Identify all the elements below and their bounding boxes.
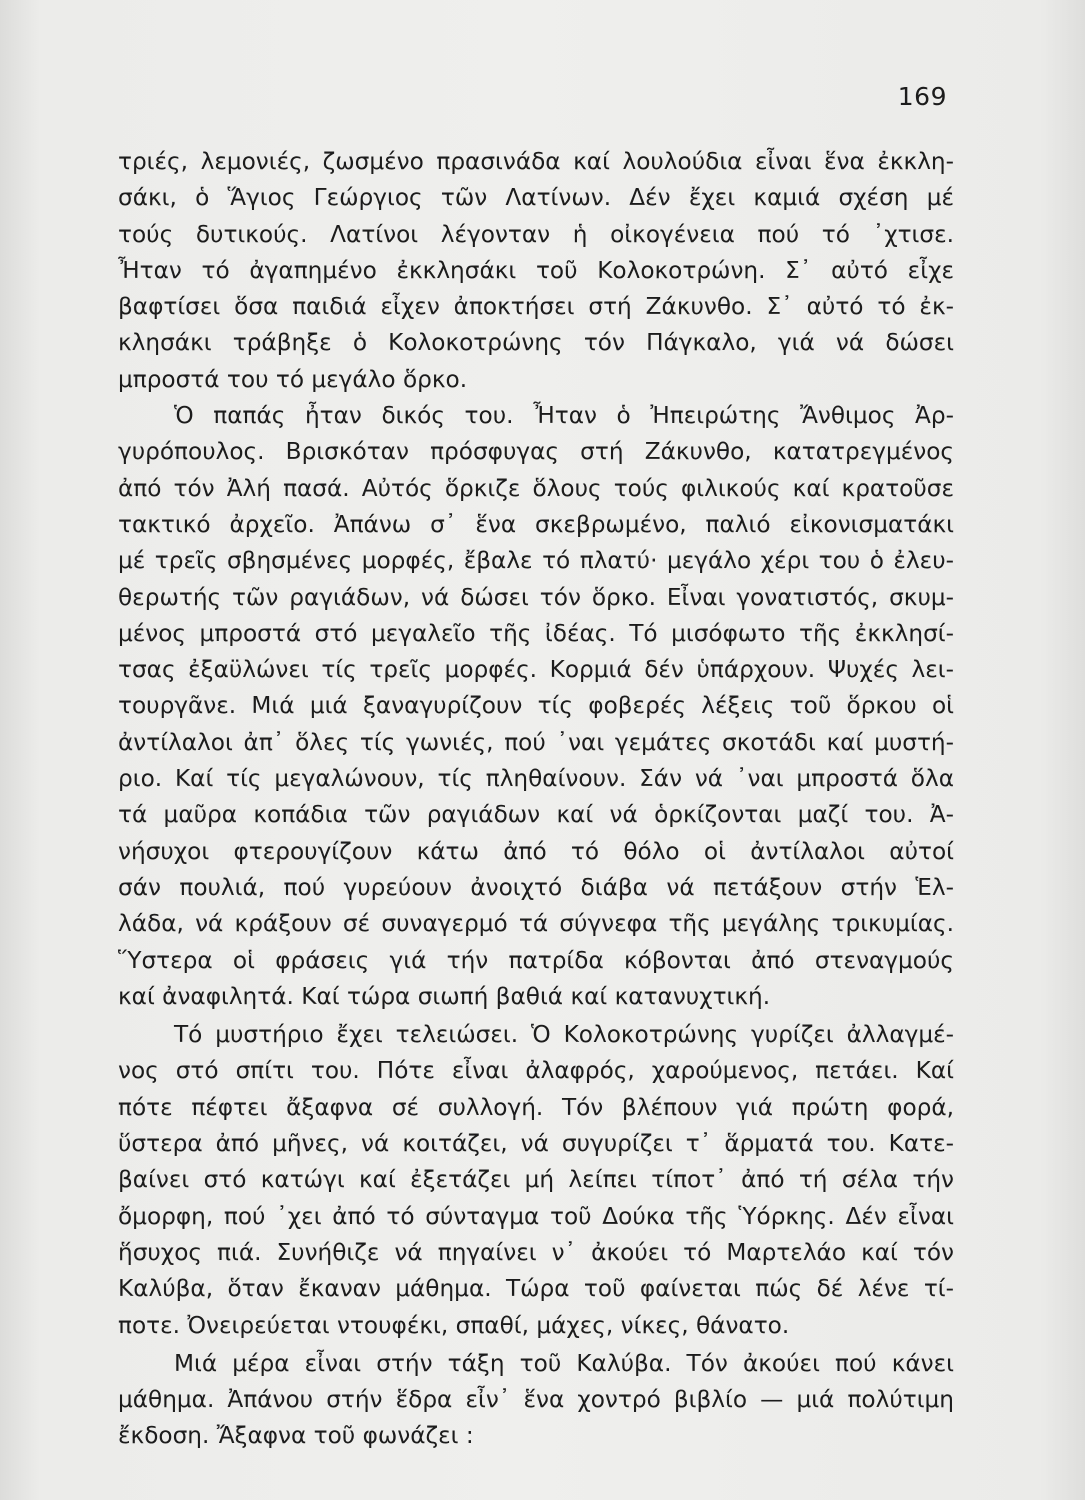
body-text <box>118 144 954 1455</box>
text-line: τριές, λεμονιές, ζωσμένο πρασινάδα καί λουλούδια εἶναι ἕνα ἐκκλη- <box>118 148 954 175</box>
text-line: ποτε. Ὀνειρεύεται ντουφέκι, σπαθί, μάχες, νίκες, θάνατο. <box>118 1311 790 1339</box>
text-line: μέ τρεῖς σβησμένες μορφές, ἔβαλε τό πλατύ· μεγάλο χέρι του ὁ ἐλευ- <box>118 547 954 575</box>
text-line: τουργᾶνε. Μιά μιά ξαναγυρίζουν τίς φοβερές λέξεις τοῦ ὅρκου οἱ <box>118 692 954 720</box>
text-line: γυρόπουλος. Βρισκόταν πρόσφυγας στή Ζάκυνθο, κατατρεγμένος <box>118 438 954 466</box>
text-line: λάδα, νά κράξουν σέ συναγερμό τά σύγνεφα τῆς μεγάλης τρικυμίας. <box>118 910 954 938</box>
text-line: μάθημα. Ἀπάνου στήν ἕδρα εἶν᾽ ἕνα χοντρό βιβλίο — μιά πολύτιμη <box>118 1386 954 1414</box>
text-line: Ὁ παπάς ἦταν δικός του. Ἦταν ὁ Ἠπειρώτης Ἄνθιμος Ἀρ- <box>174 402 954 430</box>
text-line: ριο. Καί τίς μεγαλώνουν, τίς πληθαίνουν. Σάν νά ᾽ναι μπροστά ὅλα <box>118 765 954 793</box>
text-line: νος στό σπίτι του. Πότε εἶναι ἀλαφρός, χαρούμενος, πετάει. Καί <box>118 1057 954 1085</box>
text-line: Καλύβα, ὅταν ἔκαναν μάθημα. Τώρα τοῦ φαίνεται πώς δέ λένε τί- <box>118 1275 954 1303</box>
text-line: βαίνει στό κατώγι καί ἐξετάζει μή λείπει τίποτ᾽ ἀπό τή σέλα τήν <box>118 1166 954 1194</box>
text-line: θερωτής τῶν ραγιάδων, νά δώσει τόν ὅρκο. Εἶναι γονατιστός, σκυμ- <box>118 583 954 611</box>
text-line: μπροστά του τό μεγάλο ὅρκο. <box>118 365 468 393</box>
text-line: τσας ἐξαϋλώνει τίς τρεῖς μορφές. Κορμιά δέν ὑπάρχουν. Ψυχές λει- <box>118 656 954 684</box>
text-line: Ὕστερα οἱ φράσεις γιά τήν πατρίδα κόβονται ἀπό στεναγμούς <box>118 946 954 974</box>
text-line: ἀπό τόν Ἀλή πασά. Αὐτός ὅρκιζε ὅλους τούς φιλικούς καί κρατοῦσε <box>118 474 954 502</box>
text-line: ἥσυχος πιά. Συνήθιζε νά πηγαίνει ν᾽ ἀκούει τό Μαρτελάο καί τόν <box>118 1238 954 1266</box>
text-line: μένος μπροστά στό μεγαλεῖο τῆς ἰδέας. Τό μισόφωτο τῆς ἐκκλησί- <box>118 619 954 647</box>
text-line: τούς δυτικούς. Λατίνοι λέγονταν ἡ οἰκογένεια πού τό ᾽χτισε. <box>118 220 954 248</box>
text-line: πότε πέφτει ἄξαφνα σέ συλλογή. Τόν βλέπουν γιά πρώτη φορά, <box>118 1093 954 1121</box>
text-line: καί ἀναφιλητά. Καί τώρα σιωπή βαθιά καί κατανυχτική. <box>118 982 771 1010</box>
text-line: νήσυχοι φτερουγίζουν κάτω ἀπό τό θόλο οἱ ἀντίλαλοι αὐτοί <box>118 837 954 865</box>
text-line: τά μαῦρα κοπάδια τῶν ραγιάδων καί νά ὁρκίζονται μαζί του. Ἀ- <box>118 801 954 829</box>
text-line: Μιά μέρα εἶναι στήν τάξη τοῦ Καλύβα. Τόν ἀκούει πού κάνει <box>174 1349 954 1377</box>
text-line: ἀντίλαλοι ἀπ᾽ ὅλες τίς γωνιές, πού ᾽ναι γεμάτες σκοτάδι καί μυστή- <box>118 728 954 756</box>
text-line: κλησάκι τράβηξε ὁ Κολοκοτρώνης τόν Πάγκαλο, γιά νά δώσει <box>118 329 954 357</box>
page-number: 169 <box>897 82 947 111</box>
text-line: βαφτίσει ὅσα παιδιά εἶχεν ἀποκτήσει στή Ζάκυνθο. Σ᾽ αὐτό τό ἐκ- <box>118 293 954 321</box>
text-line: Τό μυστήριο ἔχει τελειώσει. Ὁ Κολοκοτρώνης γυρίζει ἀλλαγμέ- <box>174 1021 954 1049</box>
text-line: ὄμορφη, πού ᾽χει ἀπό τό σύνταγμα τοῦ Δούκα τῆς Ὑόρκης. Δέν εἶναι <box>118 1202 954 1230</box>
text-line: σάν πουλιά, πού γυρεύουν ἀνοιχτό διάβα νά πετάξουν στήν Ἑλ- <box>118 873 954 901</box>
text-line: Ἦταν τό ἀγαπημένο ἐκκλησάκι τοῦ Κολοκοτρώνη. Σ᾽ αὐτό εἶχε <box>118 256 954 284</box>
text-line: τακτικό ἀρχεῖο. Ἀπάνω σ᾽ ἕνα σκεβρωμένο, παλιό εἰκονισματάκι <box>118 510 954 538</box>
text-line: ἔκδοση. Ἄξαφνα τοῦ φωνάζει : <box>118 1422 474 1450</box>
text-line: ὕστερα ἀπό μῆνες, νά κοιτάζει, νά συγυρίζει τ᾽ ἅρματά του. Κατε- <box>118 1130 954 1158</box>
text-line: σάκι, ὁ Ἅγιος Γεώργιος τῶν Λατίνων. Δέν ἔχει καμιά σχέση μέ <box>118 184 954 212</box>
